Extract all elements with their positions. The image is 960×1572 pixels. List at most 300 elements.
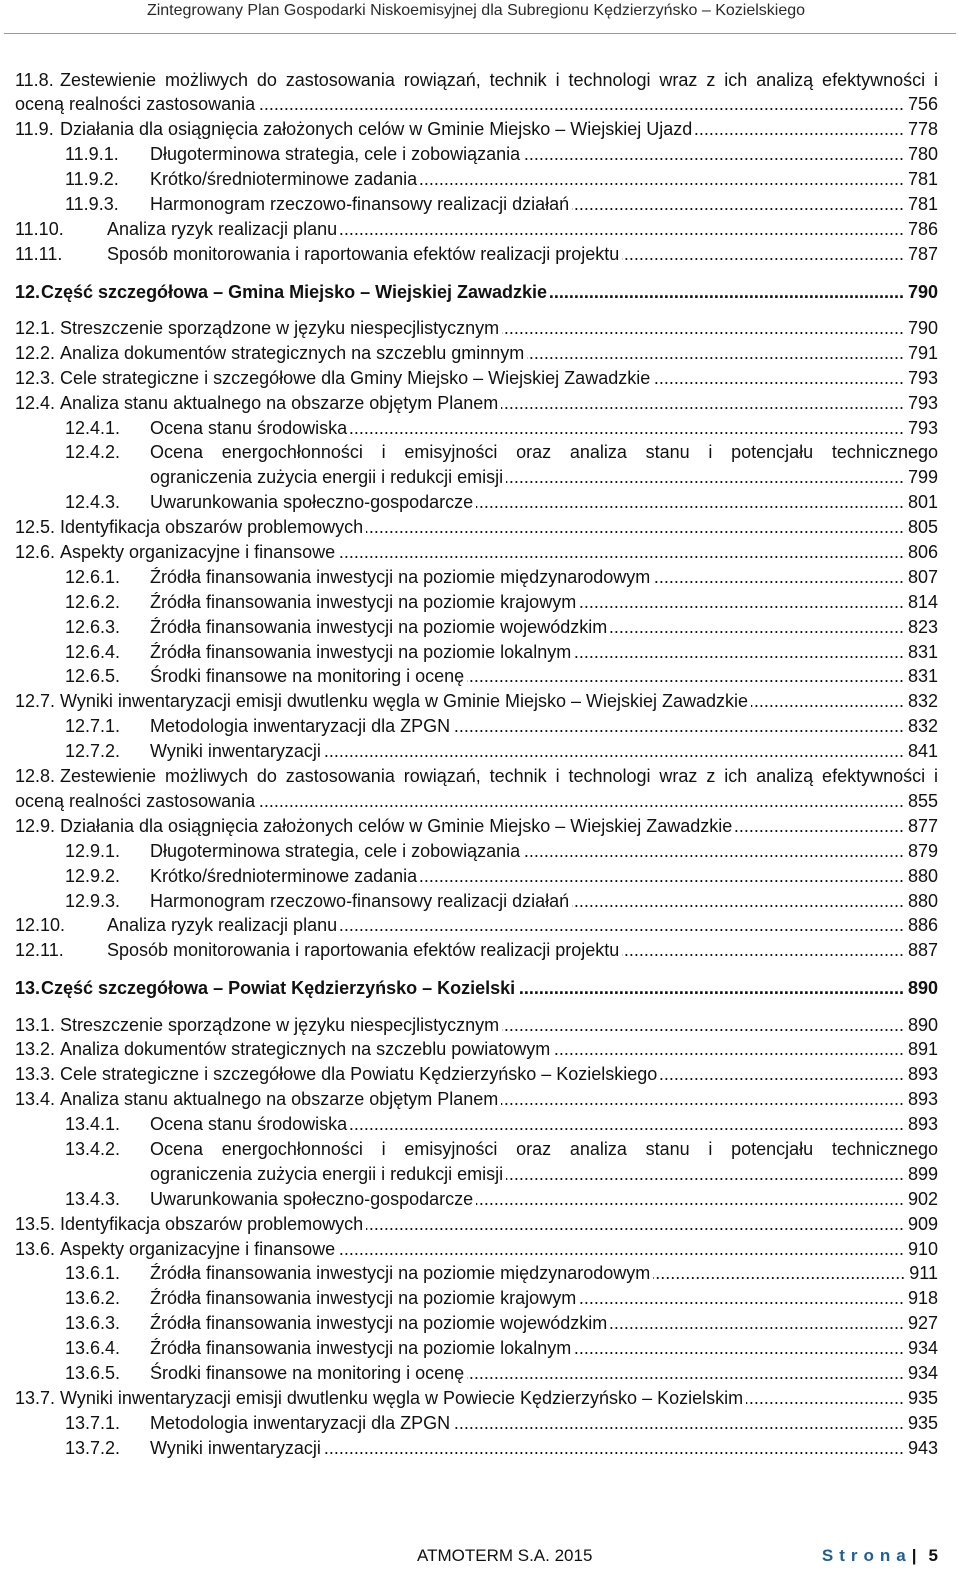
toc-entry-line: [15, 714, 938, 739]
toc-entry-title: Analiza dokumentów strategicznych na szczeblu gminnym: [60, 342, 525, 363]
toc-entry-title: Źródła finansowania inwestycji na poziomie wojewódzkim: [150, 616, 608, 637]
toc-entry-line: [15, 1162, 938, 1187]
toc-entry-line: [15, 689, 938, 714]
toc-entry-line: [15, 465, 938, 490]
dot-leader: [746, 1386, 904, 1411]
toc-entry-title: Działania dla osiągnięcia założonych celów w Gminie Miejsko – Wiejskiej Zawadzkie: [60, 815, 733, 836]
toc-entry-page-number: 934: [907, 1338, 938, 1359]
toc-entry-number: 12.11.: [15, 940, 64, 961]
toc-entry-page-number: 780: [907, 144, 938, 165]
toc-entry-number: 13.4.3.: [65, 1188, 121, 1209]
dot-leader: [523, 142, 904, 167]
dot-leader: [735, 814, 904, 839]
toc-entry[interactable]: [15, 1212, 938, 1237]
toc-entry-number: 13.7.: [15, 1387, 56, 1408]
toc-entry-title: Cele strategiczne i szczegółowe dla Powiatu Kędzierzyńsko – Kozielskiego: [60, 1064, 658, 1085]
toc-entry-line: [15, 1361, 938, 1386]
toc-entry-line: [15, 1386, 938, 1411]
toc-entry-page-number: 790: [907, 281, 938, 302]
dot-leader: [338, 1237, 904, 1262]
toc-entry-title: Cele strategiczne i szczegółowe dla Gminy Miejsko – Wiejskiej Zawadzkie: [60, 367, 651, 388]
toc-entry-number: 13.2.: [15, 1039, 56, 1060]
toc-entry-title: Aspekty organizacyjne i finansowe: [60, 542, 336, 563]
toc-entry-title: Identyfikacja obszarów problemowych: [60, 517, 364, 538]
toc-entry-page-number: 893: [907, 1114, 938, 1135]
toc-entry-page-number: 806: [907, 542, 938, 563]
toc-entry-number: 11.11.: [15, 243, 63, 264]
toc-entry-page-number: 880: [907, 890, 938, 911]
header-rule: [4, 33, 956, 34]
toc-entry-number: 13.6.: [15, 1238, 56, 1259]
toc-entry-number: 11.8.: [15, 69, 54, 90]
dot-leader: [579, 1286, 904, 1311]
toc-entry-page-number: 778: [907, 119, 938, 140]
dot-leader: [660, 1062, 904, 1087]
toc-entry-line: [15, 366, 938, 391]
dot-leader: [350, 416, 904, 441]
toc-entry-title: Zestewienie możliwych do zastosowania rowiązań, technik i technologi wraz z ich analizą efektywności i: [60, 69, 938, 90]
toc-entry-page-number: 927: [907, 1313, 938, 1334]
toc-entry[interactable]: [15, 938, 938, 963]
toc-entry-line: [15, 280, 938, 305]
toc-entry-page-number: 890: [907, 1014, 938, 1035]
toc-entry-page-number: 832: [907, 691, 938, 712]
toc-entry-title: Ocena energochłonności i emisyjności oraz analiza stanu i potencjału technicznego: [150, 442, 938, 463]
toc-entry-number: 11.9.2.: [65, 169, 119, 190]
dot-leader: [467, 664, 904, 689]
toc-entry-page-number: 902: [907, 1188, 938, 1209]
dot-leader: [653, 565, 904, 590]
toc-entry[interactable]: [15, 440, 938, 490]
toc-entry-title: Identyfikacja obszarów problemowych: [60, 1213, 364, 1234]
toc-chapter-entry[interactable]: [15, 976, 938, 1001]
dot-leader: [610, 1311, 904, 1336]
dot-leader: [366, 515, 904, 540]
toc-entry[interactable]: [15, 540, 938, 565]
dot-leader: [258, 92, 904, 117]
toc-entry-number: 13.: [15, 978, 41, 999]
toc-entry[interactable]: [15, 490, 938, 515]
footer-separator: |: [911, 1546, 917, 1565]
toc-entry-line: [15, 1261, 938, 1286]
toc-entry-page-number: 943: [907, 1437, 938, 1458]
toc-entry-number: 12.4.2.: [65, 442, 121, 463]
toc-entry-line: [15, 1187, 938, 1212]
toc-entry-page-number: 855: [907, 790, 938, 811]
toc-entry-number: 12.6.3.: [65, 616, 121, 637]
toc-entry-number: 11.9.: [15, 119, 54, 140]
toc-entry-number: 13.5.: [15, 1213, 56, 1234]
toc-entry-number: 13.1.: [15, 1014, 56, 1035]
footer-page-indicator: [822, 1545, 938, 1567]
table-of-contents: [15, 68, 938, 1461]
toc-entry-title: Działania dla osiągnięcia założonych celów w Gminie Miejsko – Wiejskiej Ujazd: [60, 119, 693, 140]
toc-entry-page-number: 841: [907, 741, 938, 762]
toc-entry-page-number: 918: [907, 1288, 938, 1309]
toc-entry[interactable]: [15, 1286, 938, 1311]
toc-entry-number: 12.4.: [15, 392, 56, 413]
toc-entry-title: Metodologia inwentaryzacji dla ZPGN: [150, 1412, 451, 1433]
toc-entry-title: Analiza dokumentów strategicznych na szczeblu powiatowym: [60, 1039, 551, 1060]
toc-entry-page-number: 791: [907, 342, 938, 363]
toc-entry-title: Harmonogram rzeczowo-finansowy realizacji działań: [150, 890, 570, 911]
toc-entry-line: [15, 1137, 938, 1162]
toc-entry-number: 13.4.: [15, 1089, 56, 1110]
toc-entry[interactable]: [15, 889, 938, 914]
toc-entry-line: [15, 1112, 938, 1137]
toc-entry[interactable]: [15, 316, 938, 341]
dot-leader: [502, 316, 904, 341]
page-header: [0, 0, 960, 34]
dot-leader: [506, 1162, 904, 1187]
toc-entry-title: oceną realności zastosowania: [15, 790, 256, 811]
toc-entry-title: Sposób monitorowania i raportowania efektów realizacji projektu: [107, 243, 620, 264]
toc-entry-title: Zestewienie możliwych do zastosowania rowiązań, technik i technologi wraz z ich analizą efektywności i: [60, 766, 938, 787]
toc-entry-line: [15, 167, 938, 192]
toc-entry-title: Ocena stanu środowiska: [150, 1114, 348, 1135]
dot-leader: [622, 938, 904, 963]
toc-entry[interactable]: [15, 764, 938, 814]
toc-entry[interactable]: [15, 366, 938, 391]
toc-entry-line: [15, 440, 938, 465]
toc-entry[interactable]: [15, 913, 938, 938]
toc-entry[interactable]: [15, 1436, 938, 1461]
toc-entry-number: 12.7.2.: [65, 741, 121, 762]
toc-entry-number: 13.4.1.: [65, 1114, 121, 1135]
toc-entry[interactable]: [15, 142, 938, 167]
toc-entry-line: [15, 1037, 938, 1062]
toc-entry-number: 12.6.: [15, 542, 56, 563]
toc-entry-line: [15, 1087, 938, 1112]
toc-entry-line: [15, 913, 938, 938]
toc-entry-page-number: 823: [907, 616, 938, 637]
toc-entry-line: [15, 1336, 938, 1361]
dot-leader: [501, 1087, 904, 1112]
toc-entry[interactable]: [15, 839, 938, 864]
toc-entry-page-number: 756: [907, 94, 938, 115]
toc-entry[interactable]: [15, 1261, 938, 1286]
toc-entry-page-number: 934: [907, 1363, 938, 1384]
dot-leader: [476, 1187, 904, 1212]
toc-entry[interactable]: [15, 664, 938, 689]
dot-leader: [653, 1261, 905, 1286]
toc-entry-number: 13.6.5.: [65, 1363, 121, 1384]
toc-entry-line: [15, 1436, 938, 1461]
toc-entry[interactable]: [15, 68, 938, 118]
toc-entry[interactable]: [15, 416, 938, 441]
toc-entry-title: Streszczenie sporządzone w języku niespecjlistycznym: [60, 1014, 500, 1035]
toc-entry-number: 12.2.: [15, 342, 56, 363]
toc-entry-title: Streszczenie sporządzone w języku niespecjlistycznym: [60, 318, 500, 339]
toc-entry-line: [15, 864, 938, 889]
toc-entry-title: Wyniki inwentaryzacji emisji dwutlenku węgla w Powiecie Kędzierzyńsko – Kozielskim: [60, 1387, 744, 1408]
dot-leader: [453, 714, 904, 739]
toc-entry-number: 12.4.1.: [65, 417, 121, 438]
dot-leader: [420, 167, 904, 192]
dot-leader: [467, 1361, 904, 1386]
toc-entry-number: 12.9.3.: [65, 890, 121, 911]
toc-entry-line: [15, 789, 938, 814]
toc-entry-title: Długoterminowa strategia, cele i zobowiązania: [150, 840, 521, 861]
toc-entry-title: Ocena energochłonności i emisyjności oraz analiza stanu i potencjału technicznego: [150, 1139, 938, 1160]
toc-entry-page-number: 877: [907, 815, 938, 836]
toc-entry[interactable]: [15, 640, 938, 665]
toc-entry[interactable]: [15, 1187, 938, 1212]
toc-entry-line: [15, 1212, 938, 1237]
toc-entry-line: [15, 615, 938, 640]
toc-entry-line: [15, 1286, 938, 1311]
toc-entry-title: Wyniki inwentaryzacji: [150, 1437, 321, 1458]
toc-entry-page-number: 909: [907, 1213, 938, 1234]
toc-entry[interactable]: [15, 1112, 938, 1137]
toc-entry-line: [15, 839, 938, 864]
toc-entry-number: 12.7.: [15, 691, 56, 712]
toc-entry-line: [15, 590, 938, 615]
toc-entry[interactable]: [15, 217, 938, 242]
dot-leader: [653, 366, 904, 391]
toc-entry[interactable]: [15, 515, 938, 540]
toc-entry-number: 12.6.4.: [65, 641, 121, 662]
toc-entry-title: oceną realności zastosowania: [15, 94, 256, 115]
toc-entry[interactable]: [15, 689, 938, 714]
toc-entry-line: [15, 391, 938, 416]
toc-entry-number: 13.7.1.: [65, 1412, 121, 1433]
toc-entry-line: [15, 68, 938, 93]
toc-entry[interactable]: [15, 864, 938, 889]
toc-entry[interactable]: [15, 117, 938, 142]
dot-leader: [751, 689, 904, 714]
toc-entry-page-number: 879: [907, 840, 938, 861]
toc-entry-title: Krótko/średnioterminowe zadania: [150, 865, 418, 886]
toc-entry-line: [15, 1013, 938, 1038]
dot-leader: [622, 242, 904, 267]
toc-entry-page-number: 935: [907, 1387, 938, 1408]
toc-entry-title: Analiza stanu aktualnego na obszarze objętym Planem: [60, 1089, 499, 1110]
footer-company: ATMOTERM S.A. 2015: [417, 1546, 593, 1565]
toc-entry-line: [15, 416, 938, 441]
toc-entry-page-number: 799: [907, 467, 938, 488]
toc-entry-number: 12.9.: [15, 815, 56, 836]
dot-leader: [574, 1336, 904, 1361]
dot-leader: [695, 117, 904, 142]
toc-entry-line: [15, 490, 938, 515]
toc-entry[interactable]: [15, 1237, 938, 1262]
toc-entry-title: Środki finansowe na monitoring i ocenę: [150, 666, 465, 687]
dot-leader: [572, 889, 904, 914]
dot-leader: [579, 590, 904, 615]
toc-entry[interactable]: [15, 1062, 938, 1087]
toc-entry-line: [15, 242, 938, 267]
toc-entry-page-number: 793: [907, 392, 938, 413]
toc-entry-number: 12.10.: [15, 915, 66, 936]
toc-entry-title: ograniczenia zużycia energii i redukcji emisji: [150, 1163, 504, 1184]
toc-entry-title: Wyniki inwentaryzacji: [150, 741, 321, 762]
dot-leader: [340, 913, 904, 938]
toc-entry-page-number: 911: [909, 1263, 938, 1284]
toc-entry-page-number: 807: [907, 566, 938, 587]
toc-entry-title: Harmonogram rzeczowo-finansowy realizacji działań: [150, 193, 570, 214]
toc-entry-line: [15, 1062, 938, 1087]
dot-leader: [366, 1212, 904, 1237]
toc-entry-title: Źródła finansowania inwestycji na poziomie krajowym: [150, 1288, 577, 1309]
toc-entry-line: [15, 192, 938, 217]
dot-leader: [553, 1037, 904, 1062]
toc-entry-number: 13.3.: [15, 1064, 56, 1085]
toc-entry-number: 12.3.: [15, 367, 56, 388]
toc-entry-title: Sposób monitorowania i raportowania efektów realizacji projektu: [107, 940, 620, 961]
toc-entry-number: 11.9.3.: [65, 193, 119, 214]
toc-entry-number: 12.9.1.: [65, 840, 121, 861]
dot-leader: [502, 1013, 904, 1038]
toc-entry-page-number: 899: [907, 1163, 938, 1184]
dot-leader: [420, 864, 904, 889]
toc-entry-line: [15, 814, 938, 839]
toc-entry[interactable]: [15, 1336, 938, 1361]
toc-entry[interactable]: [15, 1361, 938, 1386]
toc-entry-page-number: 801: [907, 492, 938, 513]
toc-entry-page-number: 880: [907, 865, 938, 886]
toc-entry-line: [15, 938, 938, 963]
toc-entry-line: [15, 217, 938, 242]
toc-entry[interactable]: [15, 167, 938, 192]
toc-entry-page-number: 814: [907, 591, 938, 612]
toc-chapter-entry[interactable]: [15, 280, 938, 305]
toc-entry-page-number: 805: [907, 517, 938, 538]
toc-entry-page-number: 887: [907, 940, 938, 961]
toc-entry-number: 12.4.3.: [65, 492, 121, 513]
dot-leader: [506, 465, 904, 490]
toc-entry-page-number: 787: [907, 243, 938, 264]
toc-entry-title: Źródła finansowania inwestycji na poziomie międzynarodowym: [150, 566, 651, 587]
toc-entry-number: 13.7.2.: [65, 1437, 121, 1458]
toc-entry-line: [15, 664, 938, 689]
toc-entry[interactable]: [15, 1386, 938, 1411]
toc-entry[interactable]: [15, 341, 938, 366]
toc-entry-number: 13.4.2.: [65, 1139, 121, 1160]
toc-entry-number: 12.6.2.: [65, 591, 121, 612]
toc-entry[interactable]: [15, 242, 938, 267]
toc-entry-page-number: 893: [907, 1064, 938, 1085]
toc-entry-number: 13.6.4.: [65, 1338, 121, 1359]
toc-entry-page-number: 790: [907, 318, 938, 339]
toc-entry-number: 13.6.1.: [65, 1263, 121, 1284]
toc-entry-line: [15, 341, 938, 366]
toc-entry-line: [15, 142, 938, 167]
toc-entry-page-number: 832: [907, 716, 938, 737]
dot-leader: [453, 1411, 904, 1436]
toc-entry-title: Długoterminowa strategia, cele i zobowiązania: [150, 144, 521, 165]
toc-entry-title: Aspekty organizacyjne i finansowe: [60, 1238, 336, 1259]
toc-entry-line: [15, 1311, 938, 1336]
toc-entry[interactable]: [15, 814, 938, 839]
footer-page-number: 5: [928, 1546, 938, 1565]
toc-entry-number: 12.7.1.: [65, 716, 121, 737]
toc-entry-number: 12.6.5.: [65, 666, 121, 687]
toc-entry-title: Wyniki inwentaryzacji emisji dwutlenku węgla w Gminie Miejsko – Wiejskiej Zawadzkie: [60, 691, 749, 712]
toc-entry[interactable]: [15, 1137, 938, 1187]
dot-leader: [501, 391, 904, 416]
toc-entry-line: [15, 565, 938, 590]
toc-entry[interactable]: [15, 1411, 938, 1436]
toc-entry-line: [15, 540, 938, 565]
toc-entry[interactable]: [15, 1013, 938, 1038]
dot-leader: [338, 540, 904, 565]
toc-entry[interactable]: [15, 192, 938, 217]
toc-entry-number: 13.6.3.: [65, 1313, 121, 1334]
toc-entry[interactable]: [15, 590, 938, 615]
dot-leader: [550, 280, 904, 305]
dot-leader: [574, 640, 904, 665]
toc-entry[interactable]: [15, 1037, 938, 1062]
footer-page-label: Strona: [821, 1546, 912, 1565]
toc-entry-title: Źródła finansowania inwestycji na poziomie międzynarodowym: [150, 1263, 651, 1284]
header-title: Zintegrowany Plan Gospodarki Niskoemisyjnej dla Subregionu Kędzierzyńsko – Kozielskiego: [146, 2, 806, 19]
dot-leader: [610, 615, 904, 640]
toc-entry-page-number: 831: [907, 641, 938, 662]
toc-entry-page-number: 793: [907, 417, 938, 438]
toc-entry[interactable]: [15, 1311, 938, 1336]
toc-entry-line: [15, 739, 938, 764]
toc-entry-line: [15, 1237, 938, 1262]
toc-entry[interactable]: [15, 1087, 938, 1112]
toc-entry-title: Źródła finansowania inwestycji na poziomie krajowym: [150, 591, 577, 612]
toc-entry-title: Analiza stanu aktualnego na obszarze objętym Planem: [60, 392, 499, 413]
toc-entry-title: ograniczenia zużycia energii i redukcji emisji: [150, 467, 504, 488]
toc-entry-page-number: 793: [907, 367, 938, 388]
toc-entry-title: Uwarunkowania społeczno-gospodarcze: [150, 492, 474, 513]
toc-entry-page-number: 781: [907, 193, 938, 214]
toc-entry-line: [15, 764, 938, 789]
toc-entry-line: [15, 640, 938, 665]
toc-entry-number: 11.9.1.: [65, 144, 119, 165]
toc-entry[interactable]: [15, 739, 938, 764]
toc-entry-page-number: 786: [907, 218, 938, 239]
dot-leader: [324, 1436, 904, 1461]
dot-leader: [258, 789, 904, 814]
dot-leader: [518, 976, 904, 1001]
toc-entry-number: 12.: [15, 281, 41, 302]
toc-entry-title: Metodologia inwentaryzacji dla ZPGN: [150, 716, 451, 737]
toc-entry-title: Analiza ryzyk realizacji planu: [107, 915, 338, 936]
toc-entry[interactable]: [15, 391, 938, 416]
toc-entry-number: 11.10.: [15, 218, 64, 239]
toc-entry[interactable]: [15, 565, 938, 590]
toc-entry-page-number: 781: [907, 169, 938, 190]
toc-entry-line: [15, 889, 938, 914]
dot-leader: [527, 341, 904, 366]
toc-entry-number: 12.9.2.: [65, 865, 121, 886]
toc-entry-page-number: 891: [907, 1039, 938, 1060]
toc-entry-title: Środki finansowe na monitoring i ocenę: [150, 1363, 465, 1384]
toc-entry-number: 12.8.: [15, 766, 56, 787]
toc-entry-line: [15, 92, 938, 117]
dot-leader: [476, 490, 904, 515]
toc-entry-line: [15, 515, 938, 540]
toc-entry-title: Źródła finansowania inwestycji na poziomie lokalnym: [150, 641, 572, 662]
toc-entry-page-number: 910: [907, 1238, 938, 1259]
toc-entry-title: Analiza ryzyk realizacji planu: [107, 218, 338, 239]
toc-entry-line: [15, 316, 938, 341]
toc-entry[interactable]: [15, 615, 938, 640]
toc-entry-page-number: 886: [907, 915, 938, 936]
dot-leader: [340, 217, 904, 242]
dot-leader: [324, 739, 904, 764]
toc-entry-number: 12.1.: [15, 318, 56, 339]
toc-entry-title: Część szczegółowa – Gmina Miejsko – Wiejskiej Zawadzkie: [41, 281, 548, 302]
toc-entry[interactable]: [15, 714, 938, 739]
toc-entry-page-number: 893: [907, 1089, 938, 1110]
toc-entry-line: [15, 1411, 938, 1436]
